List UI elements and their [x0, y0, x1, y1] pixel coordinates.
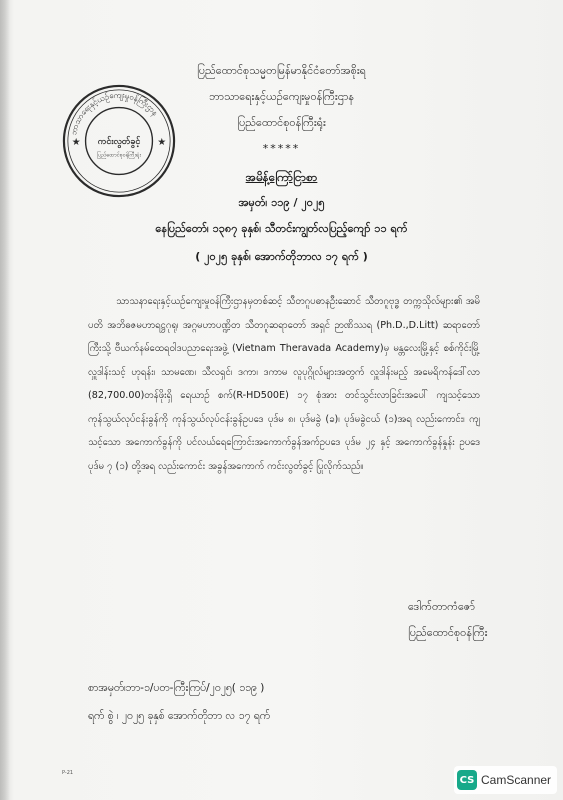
issue-date-gregorian: ( ၂၀၂၅ ခုနှစ်၊ အောက်တိုဘာလ ၁၇ ရက် ) [195, 250, 368, 263]
camscanner-label: CamScanner [481, 773, 552, 787]
camscanner-logo-icon: CS [457, 770, 477, 790]
header-stars: ***** [262, 142, 301, 155]
order-body-text: သာသနာရေးနှင့်ယဉ်ကျေးမှုဝန်ကြီးဌာနမှတစ်ဆင့် သီတဂူပဓာနဦးဆောင် သီတဂူဗုဒ္ဓ တက္ကသိုလ်များ၏ အမိပတိ အဘိဓဇမဟာရဋ္ဌဂုရု၊ အဂ္ဂမဟာပဏ္ဍိတ သီတဂူဆရာတော် အရှင် ဉာဏိဿရ (Ph.D.,D.Litt) ဆရာတော်ကြီးသို့ ဗီယက်နမ်ထေရဝါဒပညာရေးအဖွဲ့ (Vietnam Theravada Academy)မှ မန္တလေးမြို့နှင့် စစ်ကိုင်းမြို့ လှူဒါန်းသင့် ဟုရန်း၊ သာမဏေ၊ သီလရှင်၊ ဒကာ၊ ဒကာမ လူပုဂ္ဂိုလ်များအတွက် လှူဒါန်းမည့် အမေရိကန်ဒေါ်လာ (82,700.00)တန်ဖိုးရှိ ရေယာဉ် စက်(R-HD500E) ၁၇ စုံအား တင်သွင်းလာခြင်းအပေါ် ကျသင့်သော ကုန်သွယ်လုပ်ငန်းခွန်ကို ကုန်သွယ်လုပ်ငန်းခွန်ဥပဒေ ပုဒ်မ ၈၊ ပုဒ်မခွဲ (ခ)၊ ပုဒ်မခွဲငယ် (၁)အရ လည်းကောင်း၊ ကျသင့်သော အကောက်ခွန်ကို ပင်လယ်ရေကြောင်းအကောက်ခွန်အက်ဥပဒေ ပုဒ်မ ၂၄ နှင့် အကောက်ခွန်နှုန်း ဥပဒေ ပုဒ်မ ၇ (၁) တို့အရ လည်းကောင်း အခွန်အကောက် ကင်းလွတ်ခွင့် ပြုလိုက်သည်။ [88, 296, 480, 472]
ministry-name: ဘာသာရေးနှင့်ယဉ်ကျေးမှုဝန်ကြီးဌာန [208, 90, 355, 103]
office-name: ပြည်ထောင်စုဝန်ကြီးရုံး [237, 116, 326, 129]
seal-ring-text: ဘာသာရေးနှင့်ယဉ်ကျေးမှုဝန်ကြီးဌာန [68, 90, 160, 137]
government-name: ပြည်ထောင်စုသမ္မတမြန်မာနိုင်ငံတော်အစိုးရ [197, 64, 366, 77]
order-number: အမှတ်၊ ၁၁၉ / ၂၀၂၅ [238, 196, 325, 209]
seal-left-star-icon: ★ [71, 136, 81, 148]
reference-number: စာအမှတ်၊ဘာ-၁/ပတ-ကြီးကြပ်/၂၀၂၅( ၁၁၉ ) [88, 682, 265, 694]
document-title: အမိန့်ကြော်ငြာစာ [245, 170, 318, 184]
page-mark: P-21 [62, 770, 74, 776]
signatory-name: ဒေါက်တာကံဇော် [408, 600, 475, 613]
reference-date: ရက် စွဲ ၊ ၂၀၂၅ ခုနှစ် အောက်တိုဘာ လ ၁၇ ရက် [88, 710, 271, 722]
issue-date: နေပြည်တော်၊ ၁၃၈၇ ခုနှစ်၊ သီတင်းကျွတ်လပြည့်ကျော် ၁၁ ရက် [155, 222, 408, 235]
seal-center-text: ကင်းလွတ်ခွင့် [97, 136, 141, 147]
camscanner-watermark [454, 766, 557, 794]
seal-right-star-icon: ★ [157, 136, 167, 148]
signatory-title: ပြည်ထောင်စုဝန်ကြီး [408, 626, 488, 639]
seal-bottom-text: ပြည်ထောင်စုဝန်ကြီးရုံး [97, 152, 141, 159]
